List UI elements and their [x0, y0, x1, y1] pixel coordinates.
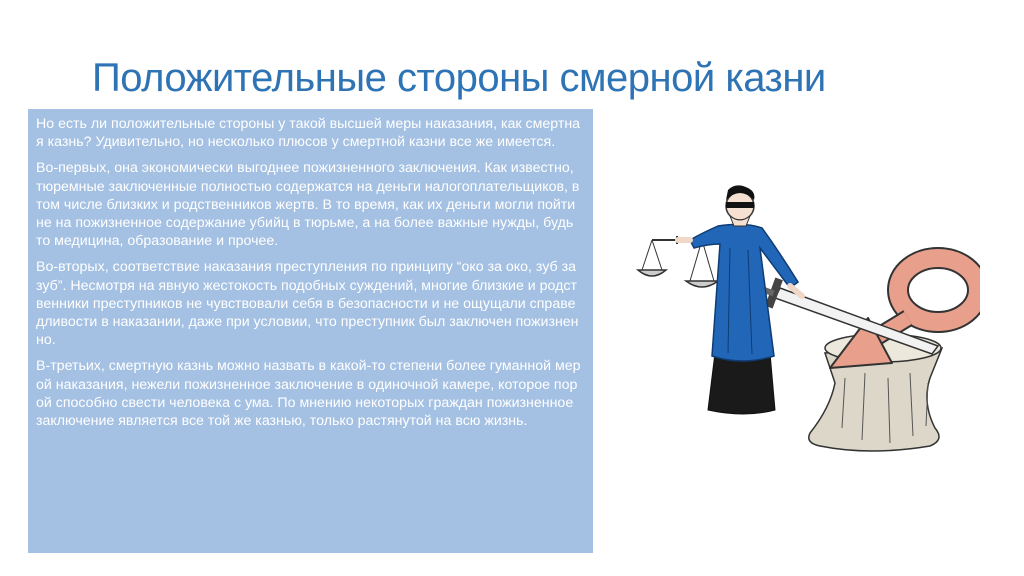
paragraph-third: В-третьих, смертную казнь можно назвать в какой-то степени более гуманной мерой наказания, нежели пожизненное заключение в одиночной камере, которое порой способно свести человека с ума. По мнению некоторых граждан пожизненное заключение является все той же казнью, только растянутой на всю жизнь. [36, 358, 581, 430]
paragraph-first: Во-первых, она экономически выгоднее пожизненного заключения. Как известно, тюремные заключенные полностью содержатся на деньги налогоплательщиков, в том числе близких и родственников жертв. В то время, как их деньги могли пойти не на пожизненное содержание убийц в тюрьме, а на более важные нужды, будь то медицина, образование и прочее. [36, 160, 580, 250]
paragraph-second: Во-вторых, соответствие наказания преступления по принципу “око за око, зуб за зуб”. Несмотря на явную жестокость подобных суждений, многие близкие и родственники преступников не чувствовали себя в безопасности и не ощущали справедливости в наказании, даже при условии, что преступник был заключен пожизненно. [36, 259, 579, 349]
text-box [28, 109, 593, 553]
slide-title: Положительные стороны смерной казни [92, 56, 826, 100]
lady-justice-illustration [630, 178, 980, 468]
paragraph-intro: Но есть ли положительные стороны у такой высшей меры наказания, как смертная казнь? Удивительно, но несколько плюсов у смертной казни все же имеется. [36, 116, 581, 151]
